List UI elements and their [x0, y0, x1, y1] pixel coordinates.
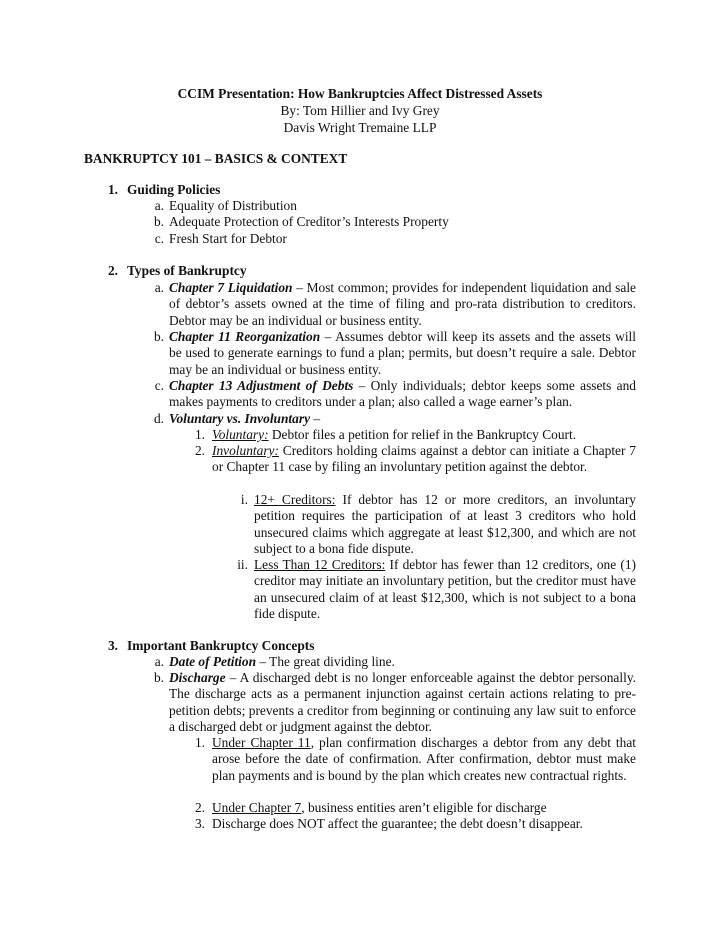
list-item-text: [254, 557, 636, 623]
list-marker: 1.: [194, 427, 205, 442]
list-item-text: [169, 670, 636, 736]
list-item-text: Adequate Protection of Creditor’s Interests Property: [169, 214, 449, 229]
term: 12+ Creditors:: [254, 492, 336, 507]
term: Involuntary:: [212, 443, 279, 458]
list-item-text: [212, 800, 636, 816]
term: Voluntary:: [212, 427, 269, 442]
list-number: 2.: [107, 263, 118, 278]
term: Chapter 7 Liquidation: [169, 280, 293, 295]
section-1-title: Guiding Policies: [127, 182, 221, 197]
list-item-text: Fresh Start for Debtor: [169, 231, 287, 246]
list-marker: 3.: [194, 816, 205, 831]
definition: – A discharged debt is no longer enforceable against the debtor personally. The discharge acts as a permanent injunction against certain actions relating to pre-petition debts; prevents a creditor from beginning or continuing any law suit to enforce a discharged debt or judgment against the debtor.: [169, 670, 636, 735]
term: Chapter 13 Adjustment of Debts: [169, 378, 354, 393]
list-item: [84, 378, 636, 411]
list-item: [84, 735, 636, 784]
definition: , business entities aren’t eligible for discharge: [301, 800, 547, 815]
list-item-text: [254, 492, 636, 558]
term: Chapter 11 Reorganization: [169, 329, 321, 344]
list-marker: ii.: [237, 557, 248, 572]
list-marker: 2.: [194, 443, 205, 458]
term: Voluntary vs. Involuntary: [169, 411, 311, 426]
section-3-title: Important Bankruptcy Concepts: [127, 638, 315, 653]
list-marker: i.: [240, 492, 248, 507]
list-item: [84, 411, 636, 427]
list-item-text: [212, 735, 636, 784]
list-item-text: [212, 427, 636, 443]
list-item: [84, 492, 636, 558]
list-marker: b.: [153, 670, 164, 685]
definition: – The great dividing line.: [256, 654, 395, 669]
list-item-text: Equality of Distribution: [169, 198, 297, 213]
list-item: [84, 427, 636, 443]
list-item-text: Discharge does NOT affect the guarantee; the debt doesn’t disappear.: [212, 816, 583, 831]
list-number: 1.: [107, 182, 118, 197]
term: Less Than 12 Creditors:: [254, 557, 386, 572]
list-item: [84, 329, 636, 378]
list-marker: d.: [153, 411, 164, 426]
document-firm: Davis Wright Tremaine LLP: [283, 120, 437, 135]
term: Under Chapter 11: [212, 735, 311, 750]
list-marker: 2.: [194, 800, 205, 815]
definition: Creditors holding claims against a debtor can initiate a Chapter 7 or Chapter 11 case by filing an involuntary petition against the debtor.: [212, 443, 636, 475]
list-item: [84, 816, 636, 832]
term: Discharge: [169, 670, 226, 685]
list-marker: c.: [154, 231, 164, 246]
list-item-text: [169, 329, 636, 378]
definition: – Assumes debtor will keep its assets and the assets will be used to generate earnings to fund a plan; permits, but doesn’t require a sale. Debtor may be an individual or business entity.: [169, 329, 636, 377]
document-authors: By: Tom Hillier and Ivy Grey: [280, 103, 440, 118]
definition: , plan confirmation discharges a debtor from any debt that arose before the date of confirmation. After confirmation, debtor must make plan payments and is bound by the plan which creates new contractual rights.: [212, 735, 636, 783]
list-marker: b.: [153, 214, 164, 229]
list-item: [84, 557, 636, 623]
list-marker: b.: [153, 329, 164, 344]
section-2-title: Types of Bankruptcy: [127, 263, 247, 278]
term: Date of Petition: [169, 654, 257, 669]
list-item: [84, 670, 636, 736]
list-item: [84, 654, 636, 670]
definition: – Most common; provides for independent liquidation and sale of debtor’s assets owned at the time of filing and pro-rata distribution to creditors. Debtor may be an individual or business entity.: [169, 280, 636, 328]
list-marker: c.: [154, 378, 164, 393]
definition: – Only individuals; debtor keeps some assets and makes payments to creditors under a plan; also called a wage earner’s plan.: [169, 378, 636, 410]
definition: –: [310, 411, 321, 426]
list-item-text: [169, 411, 636, 427]
list-item: [84, 280, 636, 329]
definition: If debtor has fewer than 12 creditors, one (1) creditor may initiate an involuntary petition, but the creditor must have an unsecured claim of at least $12,300, which is not subject to a bona fide dispute.: [254, 557, 636, 622]
list-item: [84, 443, 636, 476]
list-marker: a.: [154, 198, 164, 213]
list-item-text: [169, 378, 636, 411]
list-number: 3.: [107, 638, 118, 653]
definition: Debtor files a petition for relief in the Bankruptcy Court.: [268, 427, 577, 442]
section-heading: BANKRUPTCY 101 – BASICS & CONTEXT: [84, 151, 348, 166]
document-title: CCIM Presentation: How Bankruptcies Affect Distressed Assets: [177, 86, 543, 101]
list-marker: 1.: [194, 735, 205, 750]
term: Under Chapter 7: [212, 800, 302, 815]
list-marker: a.: [154, 654, 164, 669]
list-item-text: [212, 443, 636, 476]
list-item: [84, 800, 636, 816]
list-item-text: [169, 654, 636, 670]
list-item-text: [169, 280, 636, 329]
definition: If debtor has 12 or more creditors, an involuntary petition requires the participation of at least 3 creditors who hold unsecured claims which aggregate at least $12,300, and which are not subject to a bona fide dispute.: [254, 492, 636, 557]
list-marker: a.: [154, 280, 164, 295]
